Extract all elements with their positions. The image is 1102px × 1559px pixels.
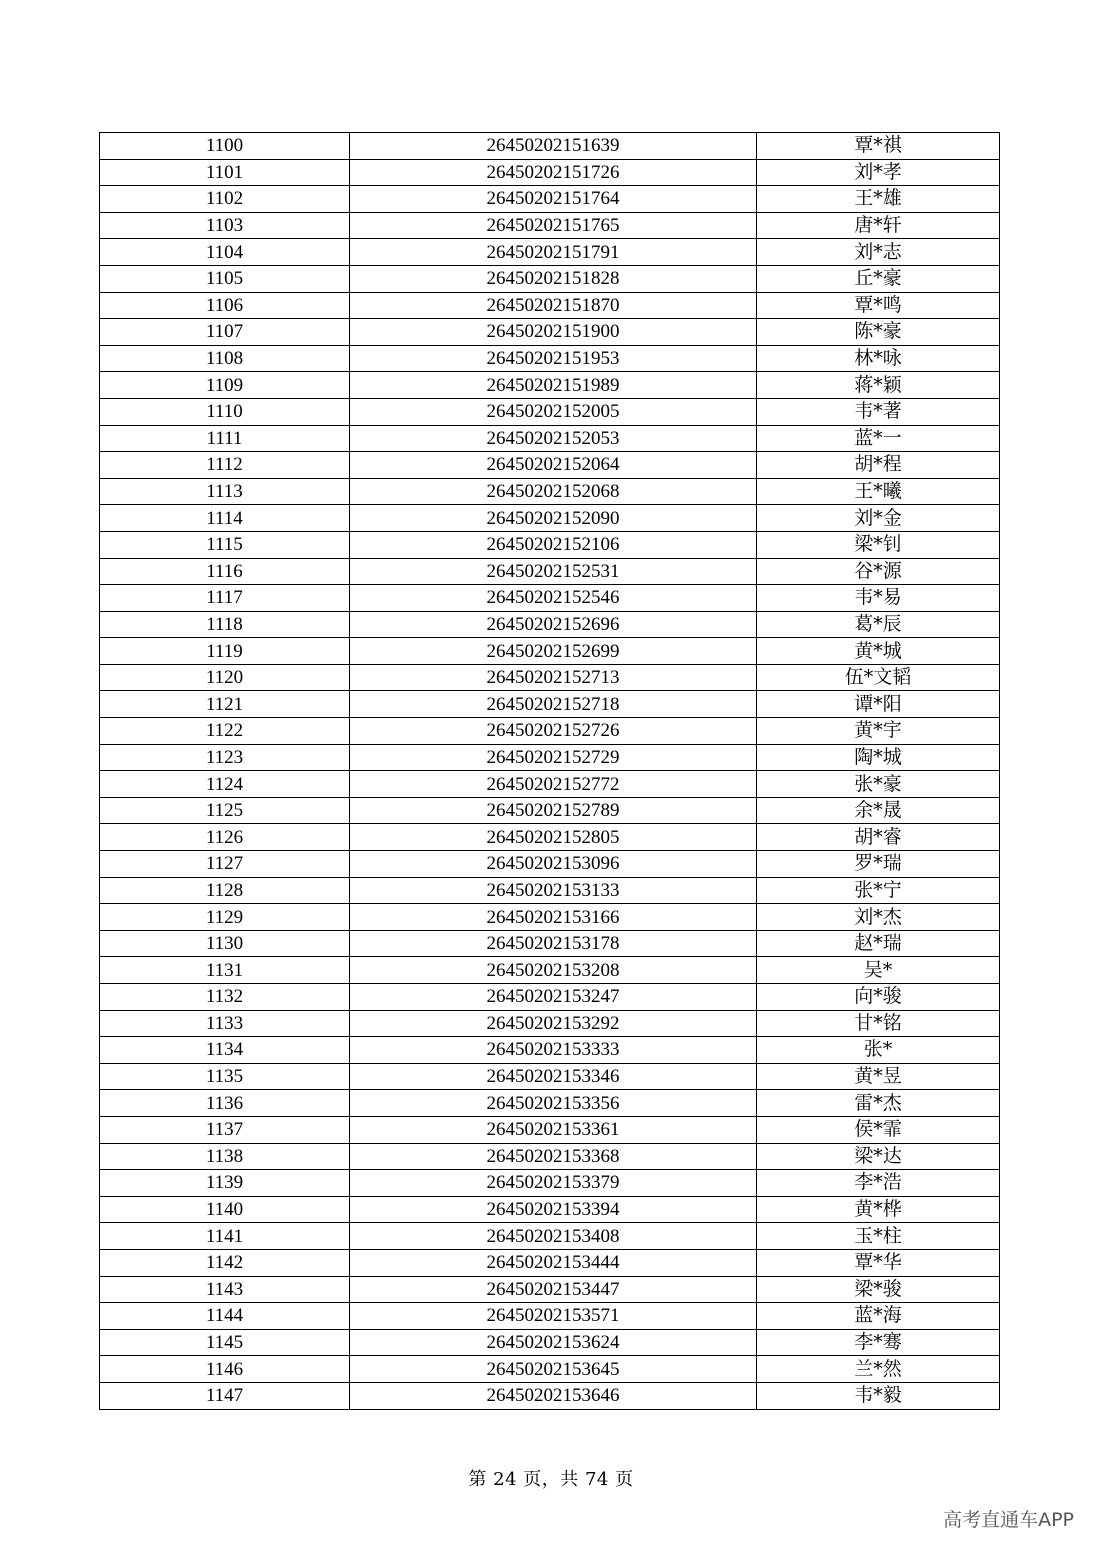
row-number-cell: 1109 [100, 372, 350, 399]
exam-id-cell: 26450202153346 [350, 1063, 757, 1090]
table-row [100, 824, 1000, 851]
exam-id-cell: 26450202153368 [350, 1143, 757, 1170]
student-name-cell: 赵*瑞 [757, 930, 1000, 957]
row-number-cell: 1108 [100, 345, 350, 372]
exam-id-cell: 26450202153379 [350, 1170, 757, 1197]
row-number-cell: 1129 [100, 904, 350, 931]
row-number-cell: 1101 [100, 159, 350, 186]
table-row [100, 159, 1000, 186]
table-row [100, 930, 1000, 957]
student-list-table [99, 132, 1000, 1410]
row-number-cell: 1140 [100, 1196, 350, 1223]
exam-id-cell: 26450202153444 [350, 1249, 757, 1276]
exam-id-cell: 26450202153247 [350, 984, 757, 1011]
exam-id-cell: 26450202152718 [350, 691, 757, 718]
table-row [100, 531, 1000, 558]
table-row [100, 771, 1000, 798]
table-row [100, 1116, 1000, 1143]
exam-id-cell: 26450202152696 [350, 611, 757, 638]
row-number-cell: 1132 [100, 984, 350, 1011]
exam-id-cell: 26450202152772 [350, 771, 757, 798]
page-number-footer: 第 24 页，共 74 页 [468, 1469, 634, 1490]
student-name-cell: 甘*铭 [757, 1010, 1000, 1037]
row-number-cell: 1107 [100, 319, 350, 346]
student-name-cell: 韦*著 [757, 398, 1000, 425]
exam-id-cell: 26450202153133 [350, 877, 757, 904]
table-row [100, 1010, 1000, 1037]
row-number-cell: 1147 [100, 1382, 350, 1409]
table-row [100, 265, 1000, 292]
table-row [100, 904, 1000, 931]
table-row [100, 505, 1000, 532]
row-number-cell: 1113 [100, 478, 350, 505]
row-number-cell: 1120 [100, 664, 350, 691]
row-number-cell: 1112 [100, 452, 350, 479]
table-row [100, 1037, 1000, 1064]
exam-id-cell: 26450202153645 [350, 1356, 757, 1383]
exam-id-cell: 26450202151900 [350, 319, 757, 346]
row-number-cell: 1141 [100, 1223, 350, 1250]
student-name-cell: 梁*达 [757, 1143, 1000, 1170]
exam-id-cell: 26450202153356 [350, 1090, 757, 1117]
table-row [100, 212, 1000, 239]
student-name-cell: 刘*孝 [757, 159, 1000, 186]
row-number-cell: 1117 [100, 585, 350, 612]
table-row [100, 345, 1000, 372]
row-number-cell: 1135 [100, 1063, 350, 1090]
student-name-cell: 伍*文韬 [757, 664, 1000, 691]
student-name-cell: 李*浩 [757, 1170, 1000, 1197]
row-number-cell: 1146 [100, 1356, 350, 1383]
exam-id-cell: 26450202152064 [350, 452, 757, 479]
row-number-cell: 1111 [100, 425, 350, 452]
row-number-cell: 1136 [100, 1090, 350, 1117]
table-row [100, 186, 1000, 213]
exam-id-cell: 26450202152726 [350, 718, 757, 745]
student-name-cell: 余*晟 [757, 797, 1000, 824]
row-number-cell: 1114 [100, 505, 350, 532]
exam-id-cell: 26450202153361 [350, 1116, 757, 1143]
student-name-cell: 张* [757, 1037, 1000, 1064]
student-name-cell: 胡*睿 [757, 824, 1000, 851]
exam-id-cell: 26450202152546 [350, 585, 757, 612]
exam-id-cell: 26450202152005 [350, 398, 757, 425]
row-number-cell: 1105 [100, 265, 350, 292]
table-row [100, 718, 1000, 745]
exam-id-cell: 26450202151989 [350, 372, 757, 399]
row-number-cell: 1116 [100, 558, 350, 585]
exam-id-cell: 26450202153624 [350, 1329, 757, 1356]
table-row [100, 372, 1000, 399]
student-name-cell: 雷*杰 [757, 1090, 1000, 1117]
table-row [100, 957, 1000, 984]
row-number-cell: 1137 [100, 1116, 350, 1143]
table-row [100, 1090, 1000, 1117]
table-row [100, 558, 1000, 585]
exam-id-cell: 26450202153178 [350, 930, 757, 957]
student-name-cell: 张*豪 [757, 771, 1000, 798]
student-name-cell: 蓝*一 [757, 425, 1000, 452]
row-number-cell: 1110 [100, 398, 350, 425]
table-row [100, 133, 1000, 160]
row-number-cell: 1130 [100, 930, 350, 957]
exam-id-cell: 26450202151639 [350, 133, 757, 160]
exam-id-cell: 26450202152713 [350, 664, 757, 691]
row-number-cell: 1119 [100, 638, 350, 665]
student-name-cell: 陶*城 [757, 744, 1000, 771]
row-number-cell: 1122 [100, 718, 350, 745]
student-name-cell: 胡*程 [757, 452, 1000, 479]
exam-id-cell: 26450202152531 [350, 558, 757, 585]
student-name-cell: 梁*骏 [757, 1276, 1000, 1303]
student-name-cell: 蒋*颖 [757, 372, 1000, 399]
exam-id-cell: 26450202153394 [350, 1196, 757, 1223]
exam-id-cell: 26450202152106 [350, 531, 757, 558]
table-row [100, 1382, 1000, 1409]
student-name-cell: 玉*柱 [757, 1223, 1000, 1250]
table-row [100, 984, 1000, 1011]
student-name-cell: 黄*桦 [757, 1196, 1000, 1223]
student-name-cell: 黄*城 [757, 638, 1000, 665]
student-name-cell: 蓝*海 [757, 1303, 1000, 1330]
student-name-cell: 唐*轩 [757, 212, 1000, 239]
student-name-cell: 王*曦 [757, 478, 1000, 505]
table-row [100, 478, 1000, 505]
row-number-cell: 1131 [100, 957, 350, 984]
student-name-cell: 罗*瑞 [757, 851, 1000, 878]
student-name-cell: 侯*霏 [757, 1116, 1000, 1143]
exam-id-cell: 26450202151791 [350, 239, 757, 266]
row-number-cell: 1125 [100, 797, 350, 824]
exam-id-cell: 26450202151828 [350, 265, 757, 292]
table-row [100, 877, 1000, 904]
table-row [100, 691, 1000, 718]
exam-id-cell: 26450202151765 [350, 212, 757, 239]
exam-id-cell: 26450202151953 [350, 345, 757, 372]
student-name-cell: 向*骏 [757, 984, 1000, 1011]
exam-id-cell: 26450202152805 [350, 824, 757, 851]
student-name-cell: 谷*源 [757, 558, 1000, 585]
table-row [100, 664, 1000, 691]
exam-id-cell: 26450202152789 [350, 797, 757, 824]
exam-id-cell: 26450202153447 [350, 1276, 757, 1303]
student-name-cell: 覃*华 [757, 1249, 1000, 1276]
row-number-cell: 1124 [100, 771, 350, 798]
student-name-cell: 刘*志 [757, 239, 1000, 266]
student-name-cell: 王*雄 [757, 186, 1000, 213]
table-row [100, 585, 1000, 612]
student-name-cell: 覃*鸣 [757, 292, 1000, 319]
table-row [100, 1276, 1000, 1303]
student-name-cell: 刘*金 [757, 505, 1000, 532]
student-name-cell: 丘*豪 [757, 265, 1000, 292]
row-number-cell: 1144 [100, 1303, 350, 1330]
exam-id-cell: 26450202152699 [350, 638, 757, 665]
row-number-cell: 1143 [100, 1276, 350, 1303]
row-number-cell: 1103 [100, 212, 350, 239]
row-number-cell: 1142 [100, 1249, 350, 1276]
exam-id-cell: 26450202153096 [350, 851, 757, 878]
table-row [100, 744, 1000, 771]
student-name-cell: 韦*易 [757, 585, 1000, 612]
table-row [100, 797, 1000, 824]
table-row [100, 851, 1000, 878]
table-row [100, 292, 1000, 319]
table-row [100, 425, 1000, 452]
row-number-cell: 1139 [100, 1170, 350, 1197]
exam-id-cell: 26450202151726 [350, 159, 757, 186]
row-number-cell: 1104 [100, 239, 350, 266]
row-number-cell: 1126 [100, 824, 350, 851]
row-number-cell: 1121 [100, 691, 350, 718]
student-name-cell: 韦*毅 [757, 1382, 1000, 1409]
table-row [100, 611, 1000, 638]
student-list-table-container [99, 132, 998, 1410]
student-name-cell: 张*宁 [757, 877, 1000, 904]
row-number-cell: 1100 [100, 133, 350, 160]
exam-id-cell: 26450202152090 [350, 505, 757, 532]
student-name-cell: 黄*宇 [757, 718, 1000, 745]
row-number-cell: 1118 [100, 611, 350, 638]
table-row [100, 1356, 1000, 1383]
exam-id-cell: 26450202153646 [350, 1382, 757, 1409]
row-number-cell: 1134 [100, 1037, 350, 1064]
student-name-cell: 兰*然 [757, 1356, 1000, 1383]
row-number-cell: 1128 [100, 877, 350, 904]
row-number-cell: 1123 [100, 744, 350, 771]
student-name-cell: 覃*祺 [757, 133, 1000, 160]
table-row [100, 1329, 1000, 1356]
exam-id-cell: 26450202151870 [350, 292, 757, 319]
row-number-cell: 1133 [100, 1010, 350, 1037]
table-row [100, 319, 1000, 346]
table-row [100, 239, 1000, 266]
row-number-cell: 1138 [100, 1143, 350, 1170]
table-body [100, 133, 1000, 1410]
exam-id-cell: 26450202151764 [350, 186, 757, 213]
row-number-cell: 1102 [100, 186, 350, 213]
table-row [100, 1223, 1000, 1250]
table-row [100, 398, 1000, 425]
table-row [100, 1196, 1000, 1223]
student-name-cell: 梁*钊 [757, 531, 1000, 558]
exam-id-cell: 26450202152068 [350, 478, 757, 505]
exam-id-cell: 26450202152729 [350, 744, 757, 771]
exam-id-cell: 26450202153208 [350, 957, 757, 984]
student-name-cell: 葛*辰 [757, 611, 1000, 638]
exam-id-cell: 26450202153166 [350, 904, 757, 931]
exam-id-cell: 26450202153408 [350, 1223, 757, 1250]
student-name-cell: 吴* [757, 957, 1000, 984]
student-name-cell: 林*咏 [757, 345, 1000, 372]
row-number-cell: 1145 [100, 1329, 350, 1356]
student-name-cell: 陈*豪 [757, 319, 1000, 346]
exam-id-cell: 26450202153292 [350, 1010, 757, 1037]
student-name-cell: 谭*阳 [757, 691, 1000, 718]
student-name-cell: 刘*杰 [757, 904, 1000, 931]
row-number-cell: 1106 [100, 292, 350, 319]
table-row [100, 1143, 1000, 1170]
table-row [100, 1170, 1000, 1197]
table-row [100, 1249, 1000, 1276]
table-row [100, 1063, 1000, 1090]
table-row [100, 452, 1000, 479]
row-number-cell: 1127 [100, 851, 350, 878]
exam-id-cell: 26450202152053 [350, 425, 757, 452]
exam-id-cell: 26450202153333 [350, 1037, 757, 1064]
exam-id-cell: 26450202153571 [350, 1303, 757, 1330]
app-watermark: 高考直通车APP [943, 1509, 1074, 1531]
table-row [100, 638, 1000, 665]
table-row [100, 1303, 1000, 1330]
student-name-cell: 李*骞 [757, 1329, 1000, 1356]
student-name-cell: 黄*昱 [757, 1063, 1000, 1090]
row-number-cell: 1115 [100, 531, 350, 558]
